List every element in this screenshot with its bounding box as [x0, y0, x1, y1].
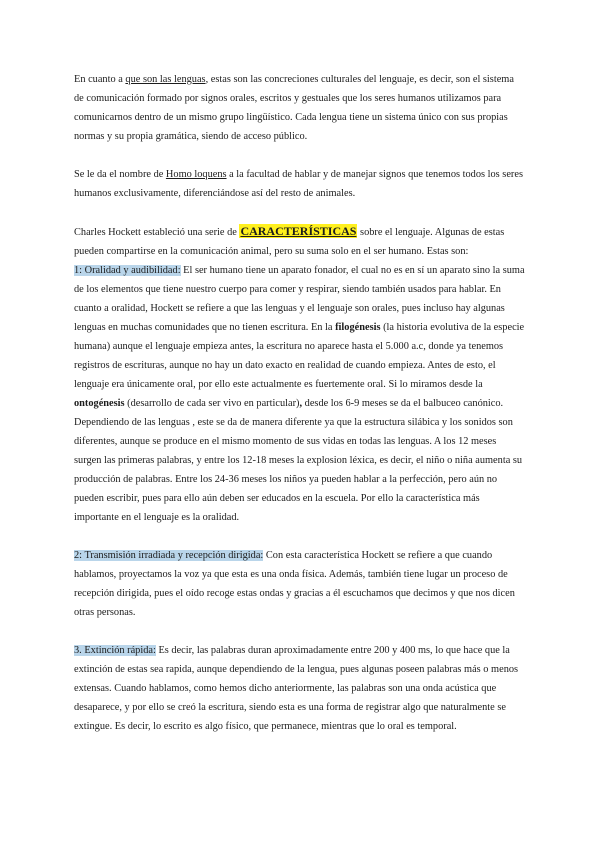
paragraph-transmision — [74, 546, 526, 622]
highlighted-heading-extincion: 3. Extinción rápida: — [74, 645, 156, 656]
highlighted-heading-caracteristicas: CARACTERÍSTICAS — [240, 224, 357, 238]
text-run: Se le da el nombre de — [74, 169, 166, 180]
paragraph-hockett — [74, 222, 526, 527]
underlined-term-lenguas: que son las lenguas — [125, 74, 206, 85]
paragraph-homo-loquens — [74, 165, 526, 203]
bold-term-ontogenesis: ontogénesis — [74, 398, 125, 409]
text-run: Charles Hockett estableció una serie de — [74, 227, 240, 238]
bold-comma: , — [299, 398, 303, 409]
text-run: (desarrollo de cada ser vivo en particular) — [124, 398, 300, 409]
text-run: Es decir, las palabras duran aproximadamente entre 200 y 400 ms, lo que hace que la extinción de estas sea rapida, aunque dependiendo de la lengua, pues algunas poseen palabras más o menos extensas. Cuando hablamos, como hemos dicho anteriormente, las palabras son una onda acústica que desaparece, y por ello se creó la escritura, siendo esta es una forma de registrar algo que naturalmente se extingue. Es decir, lo escrito es algo físico, que permanece, mientras que lo oral es temporal. — [74, 645, 519, 732]
paragraph-lenguas — [74, 70, 526, 146]
highlighted-heading-oralidad: 1: Oralidad y audibilidad: — [74, 265, 181, 276]
text-run: , estas son las concreciones culturales del lenguaje, es decir, son el sistema de comunicación formado por signos orales, escritos y gestuales que los seres humanos utilizamos para comunicarnos dentro de un mismo grupo lingüístico. Cada lengua tiene un sistema único con sus propias normas y su propia gramática, siendo de acceso público. — [74, 74, 514, 142]
text-run: En cuanto a — [74, 74, 126, 85]
text-run: El ser humano tiene un aparato fonador, el cual no es en sí un aparato sino la suma de los elementos que tiene nuestro cuerpo para comer y respirar, siendo también usados para hablar. En cuanto a oralidad, Hockett se refiere a que las lenguas y el lenguaje son orales, pues incluso hay algunas lenguas en muchas comunidades que no tienen escritura. En la — [74, 265, 525, 333]
text-run: sobre el lenguaje. Algunas de estas pueden compartirse en la comunicación animal, pero su suma solo en el ser humano. Estas son: — [74, 227, 505, 257]
highlighted-heading-transmision: 2: Transmisión irradiada y recepción dirigida: — [74, 550, 264, 561]
text-run: (la historia evolutiva de la especie humana) aunque el lenguaje empieza antes, la escritura no aparece hasta el 5.000 a.c, donde ya tenemos registros de escrituras, aunque no hay un dato exacto en realidad de cuando empieza. Antes de esto, el lenguaje era únicamente oral, por ello este actualmente es fuertemente oral. Si lo miramos desde la — [74, 322, 525, 390]
paragraph-extincion — [74, 641, 526, 736]
text-run: desde los 6-9 meses se da el balbuceo canónico. Dependiendo de las lenguas , este se da de manera diferente ya que la estructura silábica y los sonidos son diferentes, aunque se produce en el mismo momento de sus vidas en todas las lenguas. A los 12 meses surgen las primeras palabras, y entre los 12-18 meses la explosion léxica, es decir, el niño o niña aumenta su producción de palabras. Entre los 24-36 meses los niños ya pueden hablar a la perfección, pero aún no pueden escribir, pues para ello aún deben ser educados en la escuela. Por ello la característica más importante en el lenguaje es la oralidad. — [74, 398, 523, 523]
underlined-term-homo-loquens: Homo loquens — [165, 169, 227, 180]
text-run: a la facultad de hablar y de manejar signos que tenemos todos los seres humanos exclusivamente, diferenciándose así del resto de animales. — [74, 169, 523, 199]
text-run: Con esta característica Hockett se refiere a que cuando hablamos, proyectamos la voz ya que esta es una onda física. Además, también tiene lugar un proceso de recepción dirigida, pues el oído recoge estas ondas y gracias a él escuchamos que decimos y que nos dicen otras personas. — [74, 550, 515, 618]
document-body — [74, 70, 526, 755]
bold-term-filogenesis: filogénesis — [335, 322, 381, 333]
